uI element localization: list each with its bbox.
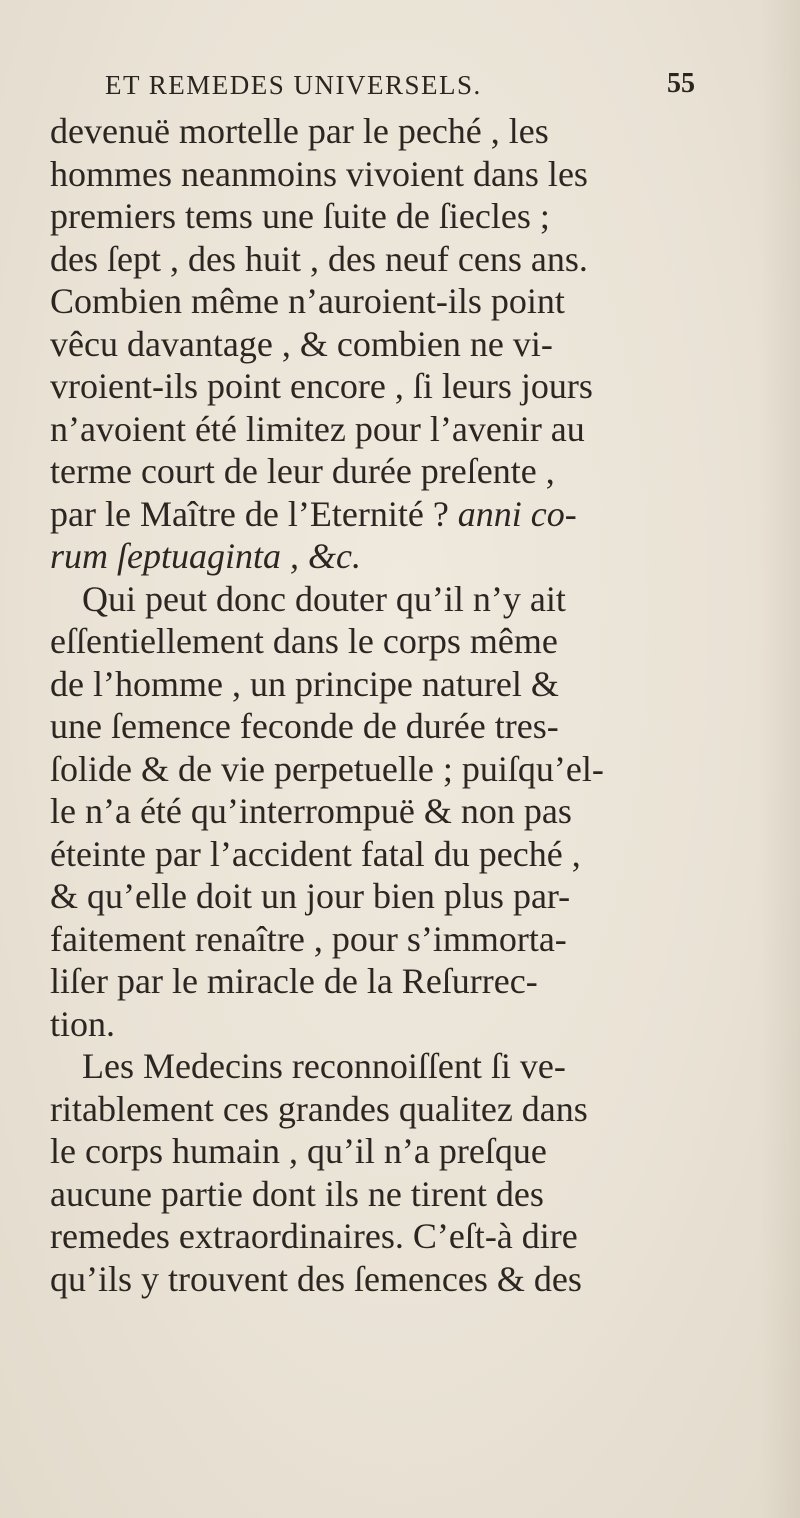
text-line: Combien même n’auroient-ils point — [50, 281, 565, 321]
text-line: qu’ils y trouvent des ſemences & des — [50, 1258, 582, 1299]
text-line: aucune partie dont ils ne tirent des — [50, 1173, 544, 1214]
text-line: faitement renaître , pour s’immorta- — [50, 918, 567, 959]
page-number: 55 — [667, 68, 695, 99]
text-line: tion. — [50, 1003, 116, 1044]
text-line: vêcu davantage , & combien ne vi- — [50, 323, 553, 364]
text-line: devenuë mortelle par le peché , les — [50, 111, 549, 151]
text-line: ſolide & de vie perpetuelle ; puiſqu’el- — [50, 748, 604, 789]
text-line: vroient-ils point encore , ſi leurs jours — [50, 366, 593, 406]
text-line: éteinte par l’accident fatal du peché , — [50, 833, 581, 874]
text-line: liſer par le miracle de la Reſurrec- — [50, 961, 538, 1001]
italic-quotation: anni co- — [457, 493, 577, 534]
text-line: le corps humain , qu’il n’a preſque — [50, 1131, 547, 1171]
text-line: & qu’elle doit un jour bien plus par- — [50, 876, 571, 916]
text-line: remedes extraordinaires. C’eſt-à dire — [50, 1216, 578, 1256]
text-fragment: par le Maître de l’Eternité ? — [50, 493, 458, 534]
paragraph-start: Les Medecins reconnoiſſent ſi ve- — [82, 1046, 566, 1086]
body-text — [50, 110, 770, 1300]
text-line: hommes neanmoins vivoient dans les — [50, 153, 588, 194]
text-line-with-italic — [50, 493, 770, 536]
running-title: ET REMEDES UNIVERSELS. — [105, 70, 482, 100]
paragraph-start: Qui peut donc douter qu’il n’y ait — [82, 578, 566, 619]
text-line: de l’homme , un principe naturel & — [50, 663, 559, 704]
text-line: terme court de leur durée preſente , — [50, 451, 555, 491]
text-line: ritablement ces grandes qualitez dans — [50, 1088, 588, 1129]
text-line: n’avoient été limitez pour l’avenir au — [50, 408, 585, 449]
text-line: le n’a été qu’interrompuë & non pas — [50, 791, 572, 831]
running-header — [105, 68, 695, 108]
text-line: eſſentiellement dans le corps même — [50, 621, 558, 661]
text-line: une ſemence feconde de durée tres- — [50, 706, 559, 746]
text-line: des ſept , des huit , des neuf cens ans. — [50, 238, 588, 279]
italic-quotation-line: rum ſeptuaginta , &c. — [50, 536, 361, 576]
text-line: premiers tems une ſuite de ſiecles ; — [50, 196, 550, 236]
